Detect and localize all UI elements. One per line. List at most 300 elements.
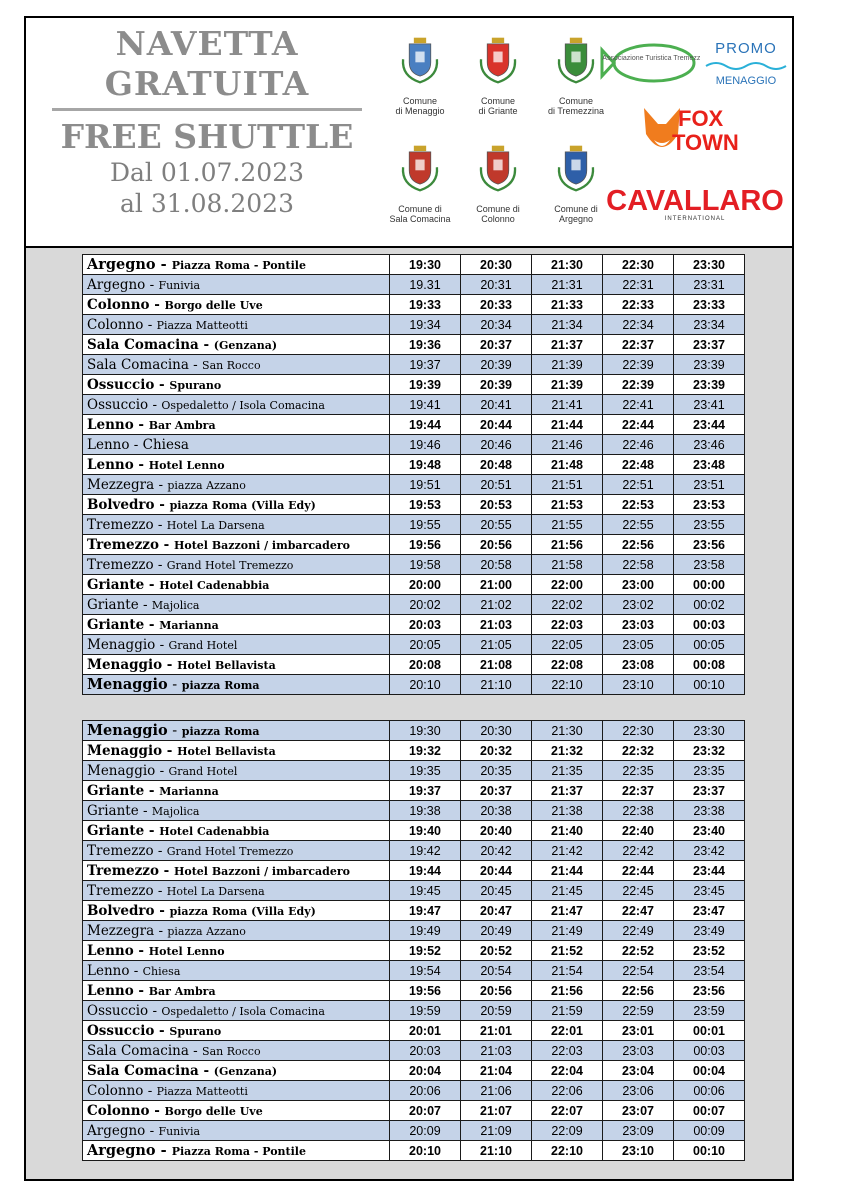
stop-location: piazza Azzano bbox=[167, 478, 246, 492]
stop-separator: - bbox=[155, 1142, 172, 1159]
stop-town: Tremezzo bbox=[87, 516, 154, 533]
departure-time: 20:06 bbox=[390, 1081, 461, 1101]
departure-time: 22:47 bbox=[603, 901, 674, 921]
table-row bbox=[83, 761, 745, 781]
stop-name bbox=[83, 1101, 390, 1121]
stop-separator: - bbox=[155, 762, 169, 779]
departure-time: 22:56 bbox=[603, 981, 674, 1001]
stop-separator: - bbox=[153, 516, 167, 533]
departure-time: 23:56 bbox=[674, 981, 745, 1001]
stop-location: Spurano bbox=[169, 1024, 222, 1038]
table-row bbox=[83, 1021, 745, 1041]
departure-time: 21:56 bbox=[532, 981, 603, 1001]
stop-town: Griante bbox=[87, 576, 145, 593]
departure-time: 20:56 bbox=[461, 535, 532, 555]
departure-time: 20:01 bbox=[390, 1021, 461, 1041]
departure-time: 22:02 bbox=[532, 595, 603, 615]
header bbox=[26, 18, 792, 248]
stop-town: Sala Comacina bbox=[87, 356, 189, 373]
departure-time: 20:08 bbox=[390, 655, 461, 675]
departure-time: 23:10 bbox=[603, 675, 674, 695]
stop-location: Hotel Bellavista bbox=[177, 658, 276, 672]
table-row bbox=[83, 1101, 745, 1121]
departure-time: 21:56 bbox=[532, 535, 603, 555]
stop-location: Hotel Cadenabbia bbox=[159, 824, 270, 838]
departure-time: 21:42 bbox=[532, 841, 603, 861]
table-row bbox=[83, 881, 745, 901]
stop-town: Lenno bbox=[87, 982, 134, 999]
stop-name bbox=[83, 495, 390, 515]
stop-name bbox=[83, 981, 390, 1001]
departure-time: 20:04 bbox=[390, 1061, 461, 1081]
stop-town: Menaggio bbox=[87, 722, 168, 739]
departure-time: 19:58 bbox=[390, 555, 461, 575]
departure-time: 23:35 bbox=[674, 761, 745, 781]
departure-time: 20:39 bbox=[461, 375, 532, 395]
stop-name bbox=[83, 415, 390, 435]
table-row bbox=[83, 535, 745, 555]
table-row bbox=[83, 821, 745, 841]
departure-time: 00:05 bbox=[674, 635, 745, 655]
departure-time: 21:35 bbox=[532, 761, 603, 781]
departure-time: 23:30 bbox=[674, 721, 745, 741]
departure-time: 21:10 bbox=[461, 1141, 532, 1161]
departure-time: 22:54 bbox=[603, 961, 674, 981]
departure-time: 20:51 bbox=[461, 475, 532, 495]
stop-town: Ossuccio bbox=[87, 1022, 155, 1039]
table-row bbox=[83, 655, 745, 675]
stop-town: Ossuccio bbox=[87, 1002, 149, 1019]
stop-separator: - bbox=[133, 416, 149, 433]
table-row bbox=[83, 921, 745, 941]
departure-time: 19:54 bbox=[390, 961, 461, 981]
departure-time: 23:45 bbox=[674, 881, 745, 901]
stop-name bbox=[83, 275, 390, 295]
departure-time: 19:36 bbox=[390, 335, 461, 355]
stop-location: Hotel Bazzoni / imbarcadero bbox=[174, 538, 351, 552]
departure-time: 22:35 bbox=[603, 761, 674, 781]
town-text: TOWN bbox=[672, 130, 739, 155]
crest-caption-line1: Comune bbox=[402, 96, 438, 106]
departure-time: 23:48 bbox=[674, 455, 745, 475]
stop-name bbox=[83, 515, 390, 535]
table-row bbox=[83, 981, 745, 1001]
stop-town: Bolvedro bbox=[87, 902, 155, 919]
departure-time: 23:37 bbox=[674, 335, 745, 355]
stop-location: Chiesa bbox=[142, 964, 181, 978]
table-row bbox=[83, 615, 745, 635]
stop-separator: - bbox=[188, 356, 203, 373]
departure-time: 21:51 bbox=[532, 475, 603, 495]
departure-time: 22:44 bbox=[603, 415, 674, 435]
crest-caption bbox=[380, 96, 460, 116]
departure-time: 23:02 bbox=[603, 595, 674, 615]
crest-caption-line2: di Griante bbox=[478, 106, 518, 116]
stop-separator: - bbox=[149, 296, 165, 313]
stop-town: Tremezzo bbox=[87, 556, 154, 573]
departure-time: 23:01 bbox=[603, 1021, 674, 1041]
departure-time: 21:40 bbox=[532, 821, 603, 841]
departure-time: 23:05 bbox=[603, 635, 674, 655]
stop-town: Bolvedro bbox=[87, 496, 155, 513]
departure-time: 23:39 bbox=[674, 355, 745, 375]
crest-caption-line1: Comune di bbox=[554, 204, 598, 214]
crest-5 bbox=[458, 140, 538, 224]
departure-time: 21:38 bbox=[532, 801, 603, 821]
stop-separator: - bbox=[143, 1082, 157, 1099]
departure-time: 21:32 bbox=[532, 741, 603, 761]
timetable-area bbox=[26, 248, 792, 1179]
departure-time: 19:37 bbox=[390, 355, 461, 375]
departure-time: 20:55 bbox=[461, 515, 532, 535]
departure-time: 22:03 bbox=[532, 615, 603, 635]
stop-location: Funivia bbox=[158, 1124, 201, 1138]
stop-separator: - bbox=[133, 456, 149, 473]
departure-time: 20:45 bbox=[461, 881, 532, 901]
departure-time: 22:06 bbox=[532, 1081, 603, 1101]
departure-time: 21:49 bbox=[532, 921, 603, 941]
departure-time: 21:54 bbox=[532, 961, 603, 981]
stop-location: piazza Roma bbox=[181, 725, 260, 738]
stop-location: piazza Azzano bbox=[167, 924, 246, 938]
departure-time: 23:10 bbox=[603, 1141, 674, 1161]
departure-time: 22:49 bbox=[603, 921, 674, 941]
stop-location: Bar Ambra bbox=[148, 418, 216, 432]
table-row bbox=[83, 435, 745, 455]
table-row bbox=[83, 335, 745, 355]
departure-time: 23:30 bbox=[674, 255, 745, 275]
departure-time: 00:09 bbox=[674, 1121, 745, 1141]
stop-location: Ospedaletto / Isola Comacina bbox=[161, 1004, 325, 1018]
departure-time: 23:49 bbox=[674, 921, 745, 941]
crest-caption-line1: Comune bbox=[558, 96, 594, 106]
departure-time: 23:53 bbox=[674, 495, 745, 515]
departure-time: 20:37 bbox=[461, 335, 532, 355]
departure-time: 19:47 bbox=[390, 901, 461, 921]
departure-time: 22:00 bbox=[532, 575, 603, 595]
stop-separator: - bbox=[158, 862, 174, 879]
table-row bbox=[83, 595, 745, 615]
departure-time: 23:41 bbox=[674, 395, 745, 415]
stop-town: Lenno bbox=[87, 456, 134, 473]
stop-location: Hotel Bellavista bbox=[177, 744, 276, 758]
coat-of-arms-icon bbox=[478, 140, 518, 196]
departure-time: 20:38 bbox=[461, 801, 532, 821]
stop-location: Hotel Bazzoni / imbarcadero bbox=[174, 864, 351, 878]
departure-time: 22:44 bbox=[603, 861, 674, 881]
crest-caption-line1: Comune bbox=[480, 96, 516, 106]
stop-location: Marianna bbox=[159, 618, 219, 632]
stop-town: Menaggio bbox=[87, 636, 156, 653]
stop-name bbox=[83, 1001, 390, 1021]
crest-4 bbox=[380, 140, 460, 224]
stop-location: Spurano bbox=[169, 378, 222, 392]
stop-location: (Genzana) bbox=[213, 338, 278, 352]
departure-time: 19:46 bbox=[390, 435, 461, 455]
stop-separator: - bbox=[158, 536, 174, 553]
departure-time: 00:02 bbox=[674, 595, 745, 615]
departure-time: 19.31 bbox=[390, 275, 461, 295]
stop-town: Mezzegra bbox=[87, 476, 155, 493]
table-row bbox=[83, 495, 745, 515]
stop-separator: - bbox=[138, 596, 152, 613]
crest-caption-line2: Sala Comacina bbox=[389, 214, 451, 224]
departure-time: 22:33 bbox=[603, 295, 674, 315]
departure-time: 21:03 bbox=[461, 1041, 532, 1061]
departure-time: 20:32 bbox=[461, 741, 532, 761]
stop-town: Lenno bbox=[87, 962, 130, 979]
departure-time: 22:37 bbox=[603, 335, 674, 355]
departure-time: 22:34 bbox=[603, 315, 674, 335]
table-row bbox=[83, 1081, 745, 1101]
departure-time: 22:30 bbox=[603, 721, 674, 741]
table-row bbox=[83, 1001, 745, 1021]
departure-time: 00:07 bbox=[674, 1101, 745, 1121]
stop-town: Sala Comacina bbox=[87, 1062, 199, 1079]
stop-location: Hotel Cadenabbia bbox=[159, 578, 270, 592]
stop-town: Argegno bbox=[87, 256, 156, 273]
stop-location: Majolica bbox=[151, 804, 200, 818]
departure-time: 22:30 bbox=[603, 255, 674, 275]
stop-name bbox=[83, 1141, 390, 1161]
stop-name bbox=[83, 255, 390, 275]
wave-icon bbox=[704, 60, 788, 70]
departure-time: 22:39 bbox=[603, 375, 674, 395]
table-row bbox=[83, 315, 745, 335]
departure-time: 22:04 bbox=[532, 1061, 603, 1081]
stop-location: Grand Hotel Tremezzo bbox=[166, 844, 294, 858]
stop-town: Colonno bbox=[87, 1102, 150, 1119]
departure-time: 20:07 bbox=[390, 1101, 461, 1121]
stop-separator: - bbox=[162, 742, 178, 759]
departure-time: 22:01 bbox=[532, 1021, 603, 1041]
timetable-menaggio-argegno bbox=[82, 720, 745, 1161]
stop-town: Griante bbox=[87, 596, 139, 613]
departure-time: 21:53 bbox=[532, 495, 603, 515]
departure-time: 20:30 bbox=[461, 721, 532, 741]
crest-caption-line2: di Tremezzina bbox=[547, 106, 605, 116]
table-row bbox=[83, 295, 745, 315]
stop-name bbox=[83, 455, 390, 475]
table-row bbox=[83, 741, 745, 761]
departure-time: 00:06 bbox=[674, 1081, 745, 1101]
stop-name bbox=[83, 395, 390, 415]
departure-time: 19:48 bbox=[390, 455, 461, 475]
coat-of-arms-icon bbox=[556, 140, 596, 196]
departure-time: 00:10 bbox=[674, 675, 745, 695]
stop-separator: - bbox=[129, 962, 143, 979]
stop-separator: - bbox=[154, 476, 168, 493]
stop-separator: - bbox=[198, 1062, 214, 1079]
title-block bbox=[48, 24, 366, 219]
stop-name bbox=[83, 535, 390, 555]
table-row bbox=[83, 941, 745, 961]
departure-time: 22:41 bbox=[603, 395, 674, 415]
stop-town: Sala Comacina bbox=[87, 1042, 189, 1059]
departure-time: 21:04 bbox=[461, 1061, 532, 1081]
stop-location: Bar Ambra bbox=[148, 984, 216, 998]
table-row bbox=[83, 781, 745, 801]
stop-location: piazza Roma (Villa Edy) bbox=[169, 498, 316, 512]
departure-time: 22:05 bbox=[532, 635, 603, 655]
departure-time: 00:03 bbox=[674, 615, 745, 635]
stop-location: piazza Roma (Villa Edy) bbox=[169, 904, 316, 918]
table-row bbox=[83, 395, 745, 415]
crest-caption bbox=[536, 96, 616, 116]
table-row bbox=[83, 515, 745, 535]
crest-caption-line2: Argegno bbox=[558, 214, 594, 224]
stop-location: Hotel Lenno bbox=[148, 944, 225, 958]
departure-time: 20:10 bbox=[390, 675, 461, 695]
stop-name bbox=[83, 635, 390, 655]
table-row bbox=[83, 841, 745, 861]
departure-time: 22:51 bbox=[603, 475, 674, 495]
departure-time: 22:40 bbox=[603, 821, 674, 841]
stop-separator: - bbox=[154, 922, 168, 939]
departure-time: 22:52 bbox=[603, 941, 674, 961]
stop-separator: - bbox=[153, 556, 167, 573]
stop-name bbox=[83, 375, 390, 395]
table-row bbox=[83, 355, 745, 375]
table-row bbox=[83, 1041, 745, 1061]
stop-name bbox=[83, 861, 390, 881]
departure-time: 23:44 bbox=[674, 861, 745, 881]
stop-name bbox=[83, 961, 390, 981]
departure-time: 20:49 bbox=[461, 921, 532, 941]
table-row bbox=[83, 1061, 745, 1081]
stop-town: Griante bbox=[87, 822, 145, 839]
stop-separator: - bbox=[167, 677, 182, 693]
departure-time: 23:38 bbox=[674, 801, 745, 821]
departure-time: 22:45 bbox=[603, 881, 674, 901]
cavallaro-subtext: INTERNATIONAL bbox=[664, 216, 726, 222]
departure-time: 21:59 bbox=[532, 1001, 603, 1021]
departure-time: 19:56 bbox=[390, 981, 461, 1001]
departure-time: 19:30 bbox=[390, 721, 461, 741]
crest-caption-line2: di Menaggio bbox=[395, 106, 445, 116]
stop-town: Ossuccio bbox=[87, 376, 155, 393]
departure-time: 22:07 bbox=[532, 1101, 603, 1121]
departure-time: 23:07 bbox=[603, 1101, 674, 1121]
departure-time: 20:53 bbox=[461, 495, 532, 515]
departure-time: 23:46 bbox=[674, 435, 745, 455]
stop-separator: - bbox=[144, 782, 160, 799]
stop-separator: - bbox=[144, 576, 160, 593]
crest-caption-line1: Comune di bbox=[398, 204, 442, 214]
stop-town: Sala Comacina bbox=[87, 336, 199, 353]
stop-location: Borgo delle Uve bbox=[164, 1104, 263, 1118]
stop-separator: - bbox=[145, 1122, 159, 1139]
departure-time: 21:52 bbox=[532, 941, 603, 961]
stop-name bbox=[83, 615, 390, 635]
departure-time: 19:40 bbox=[390, 821, 461, 841]
departure-time: 19:35 bbox=[390, 761, 461, 781]
promo-menaggio-logo bbox=[704, 40, 788, 87]
stop-town: Menaggio bbox=[87, 656, 163, 673]
departure-time: 22:56 bbox=[603, 535, 674, 555]
departure-time: 21:37 bbox=[532, 781, 603, 801]
stop-location: Grand Hotel bbox=[168, 764, 238, 778]
stop-name bbox=[83, 841, 390, 861]
departure-time: 20:05 bbox=[390, 635, 461, 655]
timetable-argegno-menaggio bbox=[82, 254, 745, 695]
departure-time: 19:41 bbox=[390, 395, 461, 415]
fox-town-logo bbox=[638, 104, 748, 168]
departure-time: 22:08 bbox=[532, 655, 603, 675]
departure-time: 19:42 bbox=[390, 841, 461, 861]
stop-separator: - bbox=[154, 376, 170, 393]
departure-time: 00:03 bbox=[674, 1041, 745, 1061]
departure-time: 21:09 bbox=[461, 1121, 532, 1141]
departure-time: 21:30 bbox=[532, 255, 603, 275]
departure-time: 21:06 bbox=[461, 1081, 532, 1101]
departure-time: 23:31 bbox=[674, 275, 745, 295]
departure-time: 21:02 bbox=[461, 595, 532, 615]
departure-time: 19:39 bbox=[390, 375, 461, 395]
stop-name bbox=[83, 295, 390, 315]
stop-name bbox=[83, 1041, 390, 1061]
departure-time: 23:08 bbox=[603, 655, 674, 675]
departure-time: 19:33 bbox=[390, 295, 461, 315]
stop-name bbox=[83, 821, 390, 841]
departure-time: 20:33 bbox=[461, 295, 532, 315]
departure-time: 23:58 bbox=[674, 555, 745, 575]
stop-town: Tremezzo bbox=[87, 882, 154, 899]
stop-location: Marianna bbox=[159, 784, 219, 798]
departure-time: 20:52 bbox=[461, 941, 532, 961]
stop-separator: - bbox=[145, 276, 159, 293]
stop-separator: - bbox=[133, 982, 149, 999]
stop-town: Tremezzo bbox=[87, 842, 154, 859]
departure-time: 19:56 bbox=[390, 535, 461, 555]
departure-time: 20:37 bbox=[461, 781, 532, 801]
departure-time: 22:59 bbox=[603, 1001, 674, 1021]
stop-separator: - bbox=[144, 822, 160, 839]
stop-name bbox=[83, 761, 390, 781]
stop-name bbox=[83, 721, 390, 741]
stop-town: Argegno bbox=[87, 276, 146, 293]
stop-location: Grand Hotel Tremezzo bbox=[166, 558, 294, 572]
departure-time: 23:44 bbox=[674, 415, 745, 435]
stop-name bbox=[83, 475, 390, 495]
table-row bbox=[83, 675, 745, 695]
table-row bbox=[83, 635, 745, 655]
stop-name bbox=[83, 921, 390, 941]
table-row bbox=[83, 861, 745, 881]
departure-time: 20:34 bbox=[461, 315, 532, 335]
departure-time: 23:55 bbox=[674, 515, 745, 535]
departure-time: 23:32 bbox=[674, 741, 745, 761]
stop-town: Tremezzo bbox=[87, 536, 159, 553]
departure-time: 22:10 bbox=[532, 1141, 603, 1161]
departure-time: 22:48 bbox=[603, 455, 674, 475]
departure-time: 22:58 bbox=[603, 555, 674, 575]
departure-time: 21:34 bbox=[532, 315, 603, 335]
departure-time: 20:10 bbox=[390, 1141, 461, 1161]
departure-time: 21:45 bbox=[532, 881, 603, 901]
departure-time: 23:04 bbox=[603, 1061, 674, 1081]
departure-time: 20:31 bbox=[461, 275, 532, 295]
departure-time: 19:59 bbox=[390, 1001, 461, 1021]
cavallaro-logo bbox=[600, 186, 790, 222]
departure-time: 20:41 bbox=[461, 395, 532, 415]
departure-time: 22:46 bbox=[603, 435, 674, 455]
departure-time: 22:37 bbox=[603, 781, 674, 801]
departure-time: 21:48 bbox=[532, 455, 603, 475]
stop-separator: - bbox=[167, 723, 182, 739]
departure-time: 19:44 bbox=[390, 415, 461, 435]
departure-time: 23:33 bbox=[674, 295, 745, 315]
